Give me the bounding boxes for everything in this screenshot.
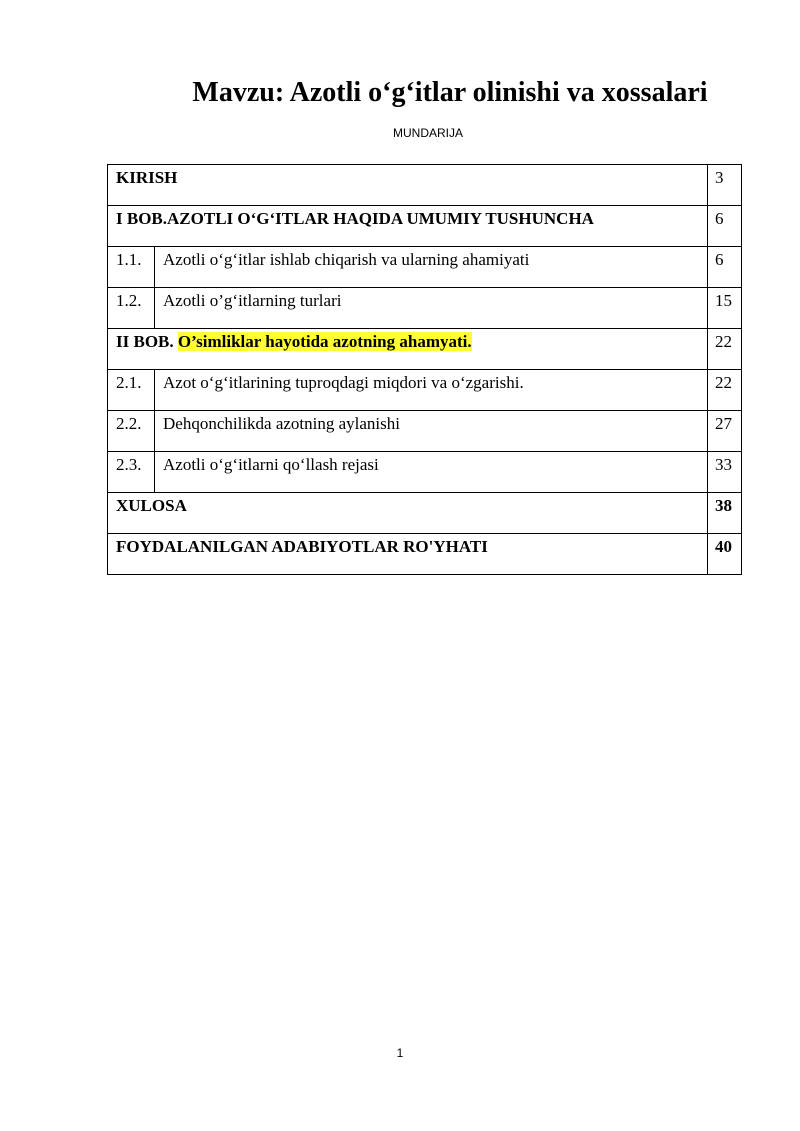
toc-entry-number: 2.1. bbox=[108, 370, 155, 411]
toc-row-section-2-3 bbox=[108, 452, 742, 493]
toc-row-section-2-1 bbox=[108, 370, 742, 411]
toc-entry-page: 22 bbox=[708, 329, 742, 370]
toc-entry-title bbox=[108, 329, 708, 370]
toc-row-kirish bbox=[108, 165, 742, 206]
highlighted-chapter-title: O’simliklar hayotida azotning ahamyati. bbox=[177, 332, 472, 351]
toc-entry-number: 2.2. bbox=[108, 411, 155, 452]
toc-entry-page: 22 bbox=[708, 370, 742, 411]
toc-entry-number: 1.1. bbox=[108, 247, 155, 288]
toc-entry-title: I BOB.AZOTLI O‘G‘ITLAR HAQIDA UMUMIY TUSHUNCHA bbox=[108, 206, 708, 247]
toc-row-xulosa bbox=[108, 493, 742, 534]
toc-entry-page: 6 bbox=[708, 247, 742, 288]
toc-entry-page: 6 bbox=[708, 206, 742, 247]
toc-row-chapter-2 bbox=[108, 329, 742, 370]
toc-entry-page: 40 bbox=[708, 534, 742, 575]
toc-row-references bbox=[108, 534, 742, 575]
toc-entry-number: 2.3. bbox=[108, 452, 155, 493]
toc-entry-title: KIRISH bbox=[108, 165, 708, 206]
chapter-prefix: II BOB. bbox=[116, 332, 178, 351]
toc-entry-page: 3 bbox=[708, 165, 742, 206]
toc-entry-title: Azot o‘g‘itlarining tuproqdagi miqdori va o‘zgarishi. bbox=[155, 370, 708, 411]
toc-row-chapter-1 bbox=[108, 206, 742, 247]
toc-entry-page: 27 bbox=[708, 411, 742, 452]
toc-entry-page: 15 bbox=[708, 288, 742, 329]
toc-entry-title: Dehqonchilikda azotning aylanishi bbox=[155, 411, 708, 452]
footer-page-number: 1 bbox=[396, 1046, 404, 1060]
toc-entry-page: 38 bbox=[708, 493, 742, 534]
document-title: Mavzu: Azotli o‘g‘itlar olinishi va xossalari bbox=[192, 77, 708, 108]
toc-row-section-2-2 bbox=[108, 411, 742, 452]
toc-entry-title: Azotli o‘g‘itlarni qo‘llash rejasi bbox=[155, 452, 708, 493]
toc-entry-title: FOYDALANILGAN ADABIYOTLAR RO'YHATI bbox=[108, 534, 708, 575]
toc-row-section-1-1 bbox=[108, 247, 742, 288]
toc-entry-page: 33 bbox=[708, 452, 742, 493]
toc-row-section-1-2 bbox=[108, 288, 742, 329]
toc-entry-number: 1.2. bbox=[108, 288, 155, 329]
table-of-contents bbox=[107, 164, 742, 575]
toc-entry-title: Azotli o’g‘itlarning turlari bbox=[155, 288, 708, 329]
toc-heading: MUNDARIJA bbox=[392, 126, 463, 140]
toc-entry-title: Azotli o‘g‘itlar ishlab chiqarish va ularning ahamiyati bbox=[155, 247, 708, 288]
toc-entry-title: XULOSA bbox=[108, 493, 708, 534]
